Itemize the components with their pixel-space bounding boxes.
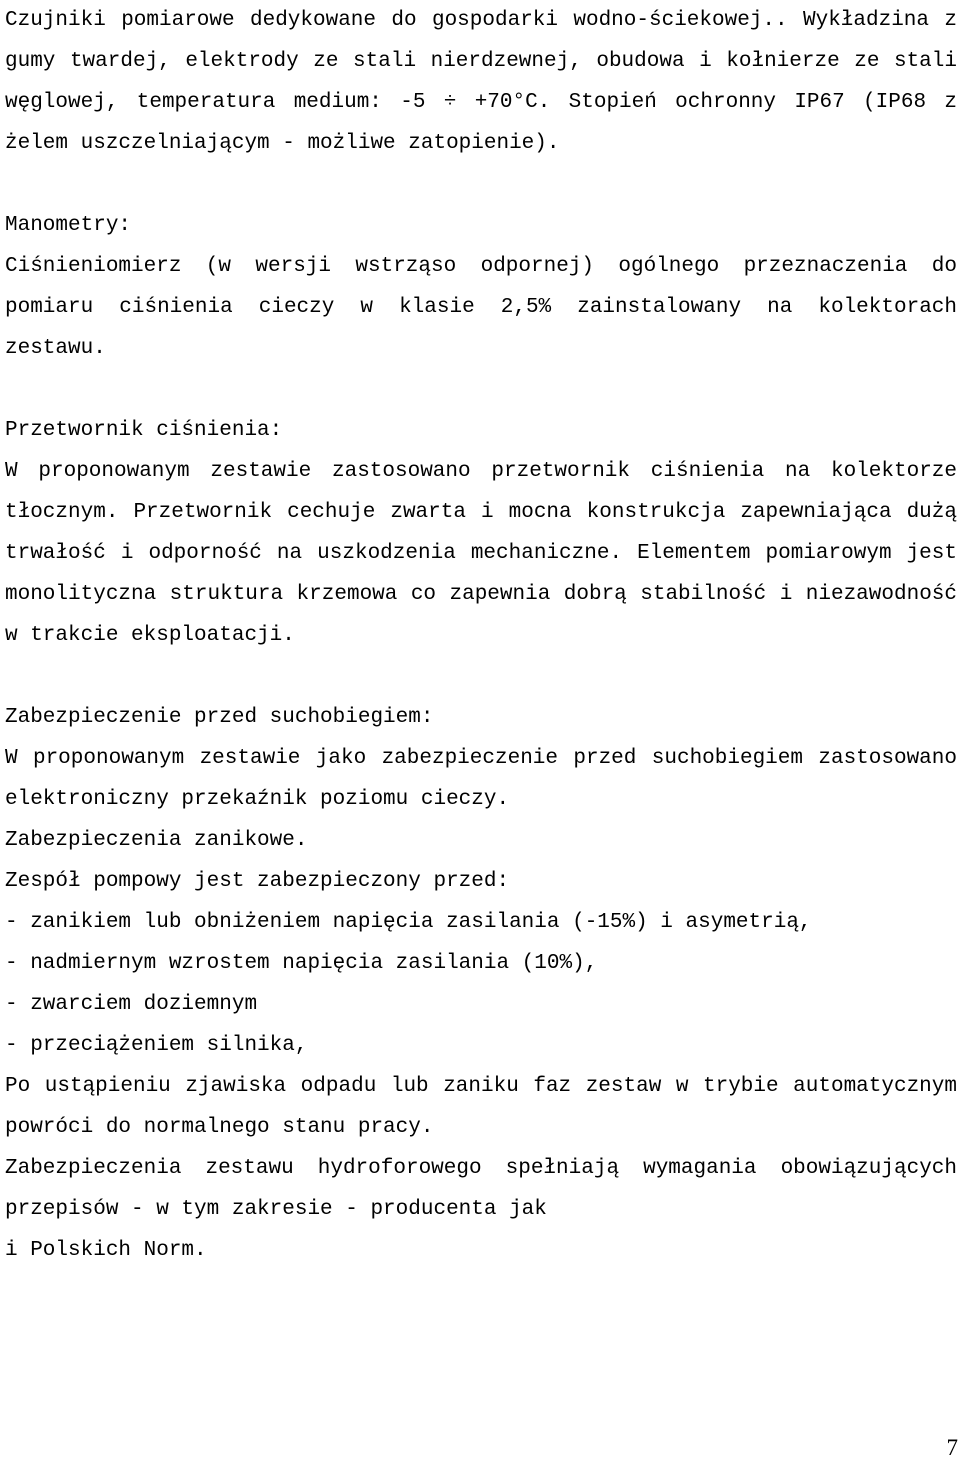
sensors-paragraph: Czujniki pomiarowe dedykowane do gospodarki wodno-ściekowej.. Wykładzina z gumy twardej, elektrody ze stali nierdzewnej, obudowa i kołnierze ze stali węglowej, temperatura medium: -5 ÷ +70°C. Stopień ochronny IP67 (IP68 z żelem uszczelniającym - możliwe zatopienie). [5,9,957,155]
protection-list [5,902,957,1066]
protection-list-item: - zwarciem doziemnym [5,993,258,1016]
protection-list-item: - zanikiem lub obniżeniem napięcia zasilania (-15%) i asymetrią, [5,911,812,934]
compliance-tail: i Polskich Norm. [5,1239,207,1262]
transducer-body: W proponowanym zestawie zastosowano przetwornik ciśnienia na kolektorze tłocznym. Przetwornik cechuje zwarta i mocna konstrukcja zapewniająca dużą trwałość i odporność na uszkodzenia mechaniczne. Elementem pomiarowym jest monolityczna struktura krzemowa co zapewnia dobrą stabilność i niezawodność w trakcie eksploatacji. [5,460,957,647]
manometers-heading: Manometry: [5,214,132,237]
phase-loss-heading: Zabezpieczenia zanikowe. [5,829,308,852]
protection-list-item: - nadmiernym wzrostem napięcia zasilania (10%), [5,952,598,975]
protection-list-item: - przeciążeniem silnika, [5,1034,308,1057]
document-page [5,0,957,1271]
compliance-paragraph: Zabezpieczenia zestawu hydroforowego spełniają wymagania obowiązujących przepisów - w tym zakresie - producenta jak [5,1157,957,1221]
spacer [5,164,957,205]
spacer [5,656,957,697]
dry-run-heading: Zabezpieczenie przed suchobiegiem: [5,706,434,729]
page-number: 7 [946,1435,958,1460]
phase-loss-intro: Zespół pompowy jest zabezpieczony przed: [5,870,510,893]
transducer-heading: Przetwornik ciśnienia: [5,419,283,442]
spacer [5,369,957,410]
manometers-body: Ciśnieniomierz (w wersji wstrząso odpornej) ogólnego przeznaczenia do pomiaru ciśnienia cieczy w klasie 2,5% zainstalowany na kolektorach zestawu. [5,255,957,360]
restore-paragraph: Po ustąpieniu zjawiska odpadu lub zaniku faz zestaw w trybie automatycznym powróci do normalnego stanu pracy. [5,1075,957,1139]
dry-run-body: W proponowanym zestawie jako zabezpieczenie przed suchobiegiem zastosowano elektroniczny przekaźnik poziomu cieczy. [5,747,957,811]
